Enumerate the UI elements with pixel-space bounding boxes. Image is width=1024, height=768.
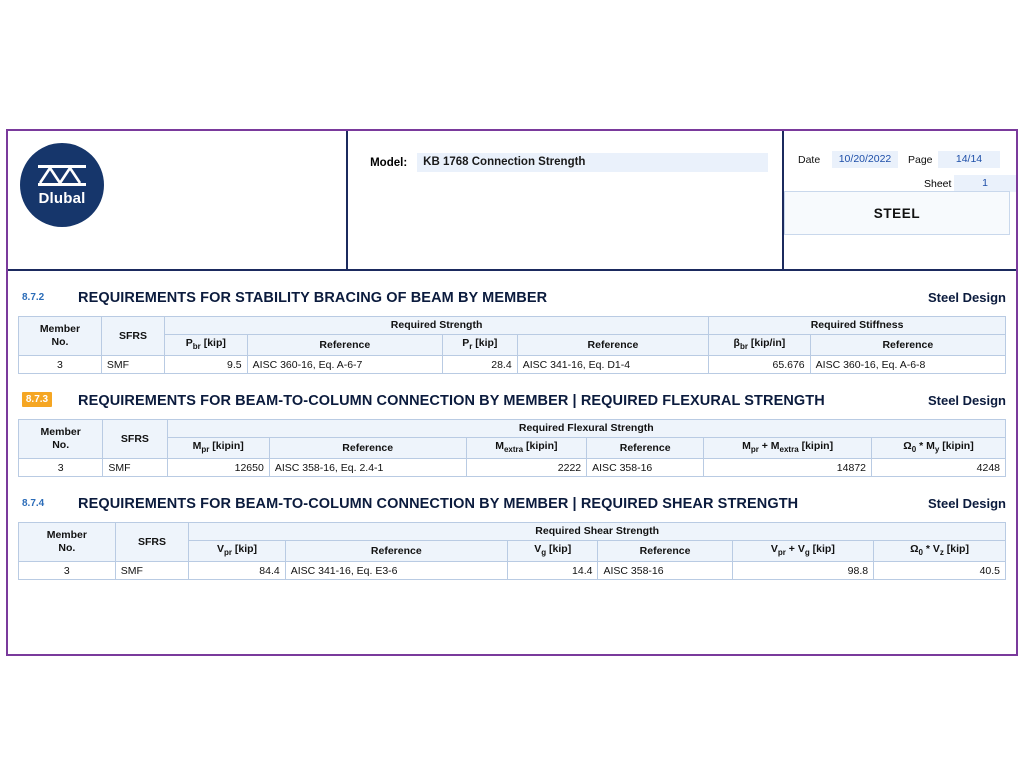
date-label: Date — [798, 153, 821, 166]
col-sfrs: SFRS — [101, 317, 164, 356]
model-value[interactable]: KB 1768 Connection Strength — [417, 153, 768, 172]
results-table-stability-bracing — [18, 316, 1006, 374]
table-header-row — [19, 335, 1006, 356]
col-reference-3: Reference — [810, 335, 1005, 356]
col-sfrs: SFRS — [115, 523, 189, 562]
sheet-value: 1 — [954, 175, 1016, 192]
cell-pr: 28.4 — [442, 356, 517, 374]
section-8-7-3 — [8, 392, 1016, 477]
report-body — [8, 289, 1016, 580]
col-pbr: $P_{br}$ [kip] — [165, 335, 248, 356]
col-vg: $V_g$ [kip] — [507, 541, 598, 562]
table-header-row — [19, 438, 1006, 459]
cell-mextra: 2222 — [466, 459, 587, 477]
table-group-header-row — [19, 420, 1006, 438]
section-module-label: Steel Design — [927, 290, 1006, 305]
cell-member-no: 3 — [19, 356, 102, 374]
cell-omega-vz: 40.5 — [874, 562, 1006, 580]
cell-sfrs: SMF — [101, 356, 164, 374]
col-sfrs: SFRS — [103, 420, 167, 459]
col-member-no: Member No. — [19, 420, 103, 459]
model-label: Model: — [370, 156, 408, 169]
col-member-no: Member No. — [19, 523, 116, 562]
col-vpr-plus-vg: $V_{pr} + V_g$ [kip] — [732, 541, 873, 562]
dlubal-logo — [20, 143, 104, 227]
cell-reference-2: AISC 358-16 — [587, 459, 704, 477]
table-group-header-row — [19, 317, 1006, 335]
col-mpr-plus-mextra: $M_{pr} + M_{extra}$ [kipin] — [704, 438, 872, 459]
table-row — [19, 562, 1006, 580]
cell-vpr-plus-vg: 98.8 — [732, 562, 873, 580]
cell-reference-2: AISC 358-16 — [598, 562, 732, 580]
module-title: STEEL — [784, 191, 1010, 235]
results-table-required-flexural-strength — [18, 419, 1006, 477]
col-pr: $P_r$ [kip] — [442, 335, 517, 356]
group-required-stiffness: Required Stiffness — [709, 317, 1006, 335]
cell-sfrs: SMF — [115, 562, 189, 580]
cell-reference-1: AISC 360-16, Eq. A-6-7 — [247, 356, 442, 374]
cell-mpr: 12650 — [167, 459, 269, 477]
col-beta-br: $\beta_{br}$ [kip/in] — [709, 335, 811, 356]
cell-omega-my: 4248 — [872, 459, 1006, 477]
cell-mpr-plus-mextra: 14872 — [704, 459, 872, 477]
col-reference-1: Reference — [269, 438, 466, 459]
col-reference-1: Reference — [247, 335, 442, 356]
cell-vg: 14.4 — [507, 562, 598, 580]
table-group-header-row — [19, 523, 1006, 541]
results-table-required-shear-strength — [18, 522, 1006, 580]
cell-reference-1: AISC 341-16, Eq. E3-6 — [285, 562, 507, 580]
group-required-shear-strength: Required Shear Strength — [189, 523, 1006, 541]
cell-pbr: 9.5 — [165, 356, 248, 374]
cell-sfrs: SMF — [103, 459, 167, 477]
table-row — [19, 459, 1006, 477]
col-mextra: $M_{extra}$ [kipin] — [466, 438, 587, 459]
logo-label: Dlubal — [38, 190, 86, 207]
col-mpr: $M_{pr}$ [kipin] — [167, 438, 269, 459]
section-title: REQUIREMENTS FOR STABILITY BRACING OF BEAM BY MEMBER — [78, 290, 548, 306]
group-required-strength: Required Strength — [165, 317, 709, 335]
col-reference-2: Reference — [598, 541, 732, 562]
section-number: 8.7.2 — [22, 292, 45, 303]
header-logo-cell — [8, 131, 348, 269]
section-title: REQUIREMENTS FOR BEAM-TO-COLUMN CONNECTION BY MEMBER | REQUIRED SHEAR STRENGTH — [78, 496, 799, 513]
sheet-label: Sheet — [924, 177, 952, 190]
cell-reference-2: AISC 341-16, Eq. D1-4 — [517, 356, 708, 374]
cell-reference-1: AISC 358-16, Eq. 2.4-1 — [269, 459, 466, 477]
section-number: 8.7.4 — [22, 498, 45, 510]
page-label: Page — [908, 153, 933, 166]
section-module-label: Steel Design — [927, 496, 1006, 512]
col-reference-1: Reference — [285, 541, 507, 562]
section-module-label: Steel Design — [927, 393, 1006, 409]
col-reference-2: Reference — [587, 438, 704, 459]
report-page — [6, 129, 1018, 656]
page-value: 14/14 — [938, 151, 1000, 168]
cell-reference-3: AISC 360-16, Eq. A-6-8 — [810, 356, 1005, 374]
group-required-flexural-strength: Required Flexural Strength — [167, 420, 1005, 438]
header-model-cell — [348, 131, 784, 269]
col-reference-2: Reference — [517, 335, 708, 356]
section-number-badge: 8.7.3 — [22, 392, 52, 407]
col-omega-my: $\Omega_0 * M_y$ [kipin] — [872, 438, 1006, 459]
section-8-7-2 — [8, 289, 1016, 374]
truss-icon — [36, 163, 88, 189]
col-member-no: Member No. — [19, 317, 102, 356]
col-omega-vz: $\Omega_0 * V_z$ [kip] — [874, 541, 1006, 562]
cell-member-no: 3 — [19, 459, 103, 477]
cell-member-no: 3 — [19, 562, 116, 580]
cell-vpr: 84.4 — [189, 562, 285, 580]
date-value: 10/20/2022 — [832, 151, 898, 168]
section-8-7-4 — [8, 495, 1016, 580]
col-vpr: $V_{pr}$ [kip] — [189, 541, 285, 562]
header-meta-cell — [784, 131, 1016, 269]
report-header — [8, 131, 1016, 271]
cell-beta-br: 65.676 — [709, 356, 811, 374]
table-row — [19, 356, 1006, 374]
section-title: REQUIREMENTS FOR BEAM-TO-COLUMN CONNECTION BY MEMBER | REQUIRED FLEXURAL STRENGTH — [78, 393, 825, 410]
